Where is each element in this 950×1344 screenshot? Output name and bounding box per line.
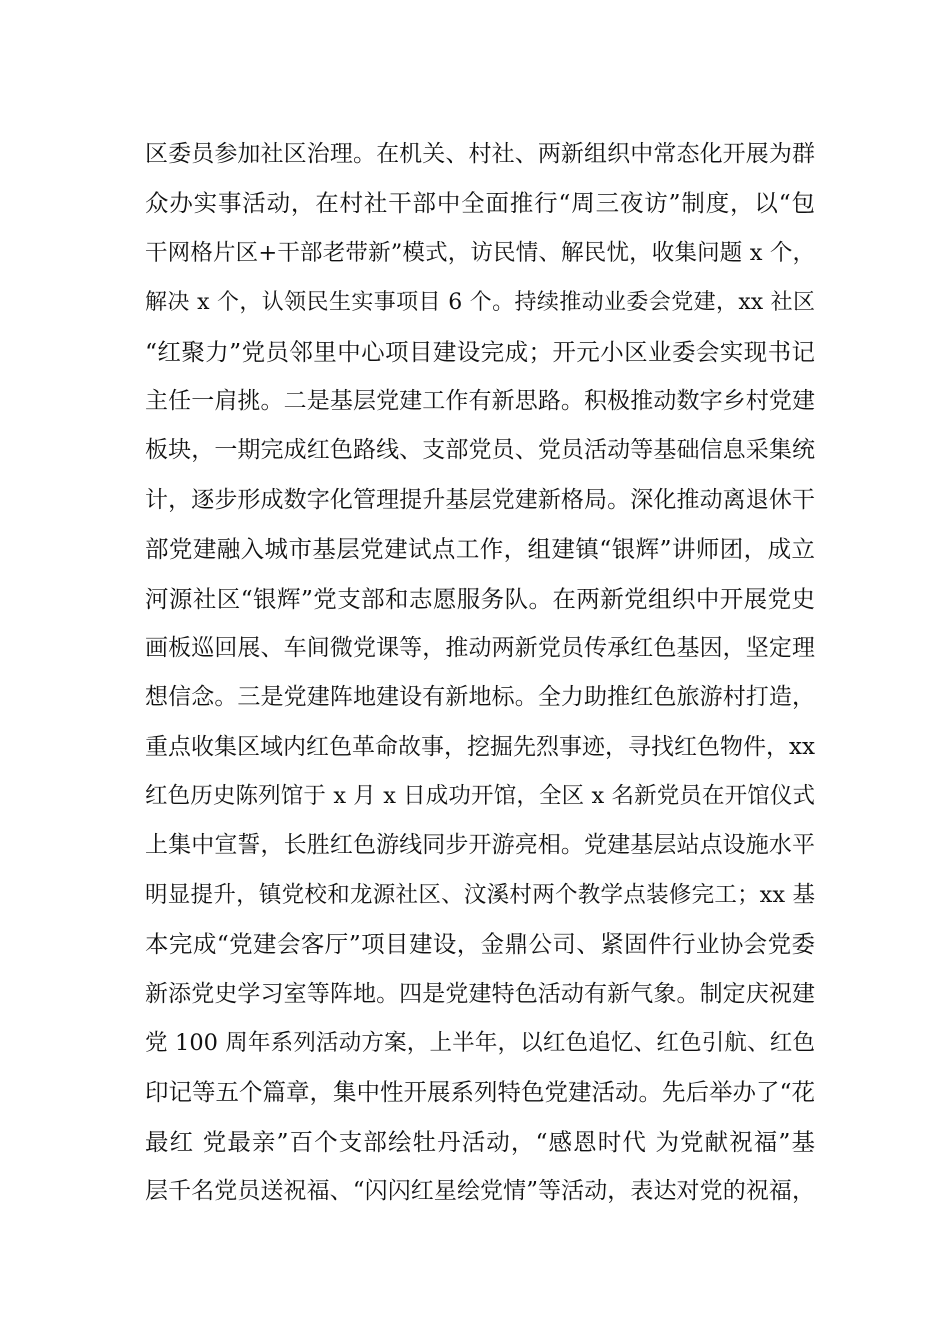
- text-line: 层千名党员送祝福、“闪闪红星绘党情”等活动，表达对党的祝福，: [145, 1178, 815, 1205]
- text-line: 想信念。三是党建阵地建设有新地标。全力助推红色旅游村打造，: [145, 684, 815, 711]
- text-line: 区委员参加社区治理。在机关、村社、两新组织中常态化开展为群: [145, 141, 815, 167]
- text-line: 明显提升，镇党校和龙源社区、汶溪村两个教学点装修完工；xx 基: [145, 881, 815, 908]
- text-line: 干网格片区+干部老带新”模式，访民情、解民忧，收集问题 x 个，: [145, 239, 815, 266]
- text-line: 印记等五个篇章，集中性开展系列特色党建活动。先后举办了“花: [145, 1078, 816, 1107]
- text-line: 重点收集区域内红色革命故事，挖掘先烈事迹，寻找红色物件，xx: [145, 733, 815, 760]
- text-line: 解决 x 个，认领民生实事项目 6 个。持续推动业委会党建，xx 社区: [145, 290, 815, 316]
- body-paragraph: [145, 130, 815, 1217]
- text-line: 上集中宣誓，长胜红色游线同步开游亮相。党建基层站点设施水平: [145, 832, 815, 859]
- text-line: 部党建融入城市基层党建试点工作，组建镇“银辉”讲师团，成立: [145, 535, 815, 564]
- text-line: 本完成“党建会客厅”项目建设，金鼎公司、紧固件行业协会党委: [145, 930, 815, 959]
- text-line: 画板巡回展、车间微党课等，推动两新党员传承红色基因，坚定理: [145, 634, 815, 661]
- text-line: 新添党史学习室等阵地。四是党建特色活动有新气象。制定庆祝建: [145, 980, 815, 1007]
- text-line: 计，逐步形成数字化管理提升基层党建新格局。深化推动离退休干: [145, 486, 815, 513]
- text-line: 党 100 周年系列活动方案，上半年，以红色追忆、红色引航、红色: [145, 1030, 815, 1057]
- text-line: 板块，一期完成红色路线、支部党员、党员活动等基础信息采集统: [145, 437, 815, 464]
- text-line: 最红 党最亲”百个支部绘牡丹活动，“感恩时代 为党献祝福”基: [145, 1127, 815, 1156]
- text-line: “红聚力”党员邻里中心项目建设完成；开元小区业委会实现书记: [145, 337, 815, 366]
- text-line: 红色历史陈列馆于 x 月 x 日成功开馆，全区 x 名新党员在开馆仪式: [145, 783, 815, 810]
- text-line: 众办实事活动，在村社干部中全面推行“周三夜访”制度，以“包: [145, 189, 815, 218]
- text-line: 主任一肩挑。二是基层党建工作有新思路。积极推动数字乡村党建: [145, 387, 815, 414]
- text-line: 河源社区“银辉”党支部和志愿服务队。在两新党组织中开展党史: [145, 584, 815, 613]
